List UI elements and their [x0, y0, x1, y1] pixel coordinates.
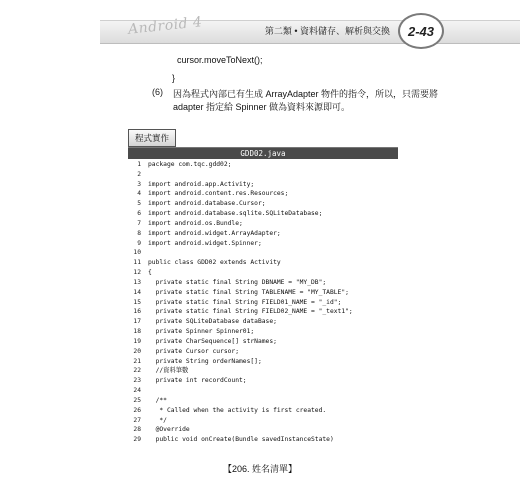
code-snippet-line: cursor.moveToNext();	[177, 55, 263, 65]
code-line	[128, 337, 398, 347]
line-number: 29	[133, 436, 141, 444]
code-line	[128, 268, 398, 278]
line-number: 27	[133, 416, 141, 424]
line-number: 18	[133, 328, 141, 336]
code-text: import android.widget.Spinner;	[148, 239, 262, 247]
chapter-title: 第二類 • 資料儲存、解析與交換	[264, 26, 390, 36]
code-line	[128, 199, 398, 209]
code-text: import android.database.sqlite.SQLiteDatabase;	[148, 210, 323, 218]
code-text: private static final String FIELD01_NAME = "_id";	[148, 298, 342, 306]
code-line	[128, 170, 398, 180]
code-line	[128, 239, 398, 249]
code-line	[128, 435, 398, 445]
line-number: 4	[137, 190, 141, 198]
book-brand: Android 4	[127, 14, 204, 38]
line-number: 25	[133, 396, 141, 404]
line-number: 12	[133, 269, 141, 277]
line-number: 10	[133, 249, 141, 257]
page-header	[0, 0, 520, 60]
code-text: //資料筆數	[148, 367, 189, 375]
line-number: 5	[137, 200, 141, 208]
line-number: 2	[137, 170, 141, 178]
code-line	[128, 219, 398, 229]
item-number: (6)	[152, 87, 163, 97]
code-text: private static final String TABLENAME = "MY_TABLE";	[148, 288, 349, 296]
code-line	[128, 425, 398, 435]
line-number: 15	[133, 298, 141, 306]
code-line	[128, 307, 398, 317]
code-listing	[128, 160, 398, 445]
code-text: package com.tqc.gdd02;	[148, 161, 232, 168]
code-text: private Cursor cursor;	[148, 347, 239, 355]
code-line	[128, 248, 398, 258]
code-text: private static final String FIELD02_NAME = "_text1";	[148, 308, 353, 316]
page-number-badge: 2-43	[398, 13, 444, 49]
line-number: 6	[137, 210, 141, 218]
code-text: import android.app.Activity;	[148, 180, 255, 188]
paragraph-line-1: 因為程式內部已有生成 ArrayAdapter 物件的指令，所以，只需要將	[173, 89, 439, 99]
line-number: 26	[133, 406, 141, 414]
section-heading: 程式實作	[128, 129, 176, 147]
line-number: 21	[133, 357, 141, 365]
line-number: 23	[133, 377, 141, 385]
code-line	[128, 180, 398, 190]
code-line	[128, 366, 398, 376]
line-number: 8	[137, 229, 141, 237]
code-text: private static final String DBNAME = "MY_DB";	[148, 278, 327, 286]
line-number: 3	[137, 180, 141, 188]
line-number: 17	[133, 318, 141, 326]
closing-brace: }	[172, 73, 176, 83]
code-line	[128, 386, 398, 396]
code-line	[128, 396, 398, 406]
code-text: */	[148, 416, 167, 424]
footer-caption: 【206. 姓名清單】	[222, 464, 298, 474]
line-number: 16	[133, 308, 141, 316]
code-line	[128, 416, 398, 426]
code-text: import android.widget.ArrayAdapter;	[148, 229, 281, 237]
code-text: /**	[148, 396, 167, 404]
code-line	[128, 258, 398, 268]
line-number: 24	[133, 387, 141, 395]
paragraph-line-2: adapter 指定給 Spinner 做為資料來源即可。	[173, 102, 351, 112]
line-number: 28	[133, 426, 141, 434]
code-line	[128, 327, 398, 337]
code-text: import android.content.res.Resources;	[148, 190, 289, 198]
code-line	[128, 278, 398, 288]
code-line	[128, 288, 398, 298]
line-number: 19	[133, 337, 141, 345]
line-number: 14	[133, 288, 141, 296]
code-text: public void onCreate(Bundle savedInstanceState)	[148, 436, 334, 444]
code-line	[128, 189, 398, 199]
code-text: import android.os.Bundle;	[148, 219, 243, 227]
line-number: 11	[133, 259, 141, 267]
code-text: private int recordCount;	[148, 377, 247, 385]
line-number: 20	[133, 347, 141, 355]
line-number: 1	[137, 161, 141, 168]
code-line	[128, 357, 398, 367]
code-line	[128, 209, 398, 219]
code-text: * Called when the activity is first created.	[148, 406, 327, 414]
code-text: public class GDD02 extends Activity	[148, 259, 281, 267]
code-text: private SQLiteDatabase dataBase;	[148, 318, 277, 326]
code-line	[128, 317, 398, 327]
line-number: 9	[137, 239, 141, 247]
line-number: 22	[133, 367, 141, 375]
code-text: private Spinner Spinner01;	[148, 328, 255, 336]
line-number: 7	[137, 219, 141, 227]
code-line	[128, 160, 398, 170]
code-line	[128, 376, 398, 386]
code-line	[128, 406, 398, 416]
code-line	[128, 229, 398, 239]
code-text: private String orderNames[];	[148, 357, 262, 365]
code-text: private CharSequence[] strNames;	[148, 337, 277, 345]
code-text: @Override	[148, 426, 190, 434]
code-text: import android.database.Cursor;	[148, 200, 266, 208]
code-line	[128, 347, 398, 357]
code-text: {	[148, 269, 152, 277]
line-number: 13	[133, 278, 141, 286]
code-filename: GDD02.java	[128, 148, 398, 159]
code-line	[128, 298, 398, 308]
